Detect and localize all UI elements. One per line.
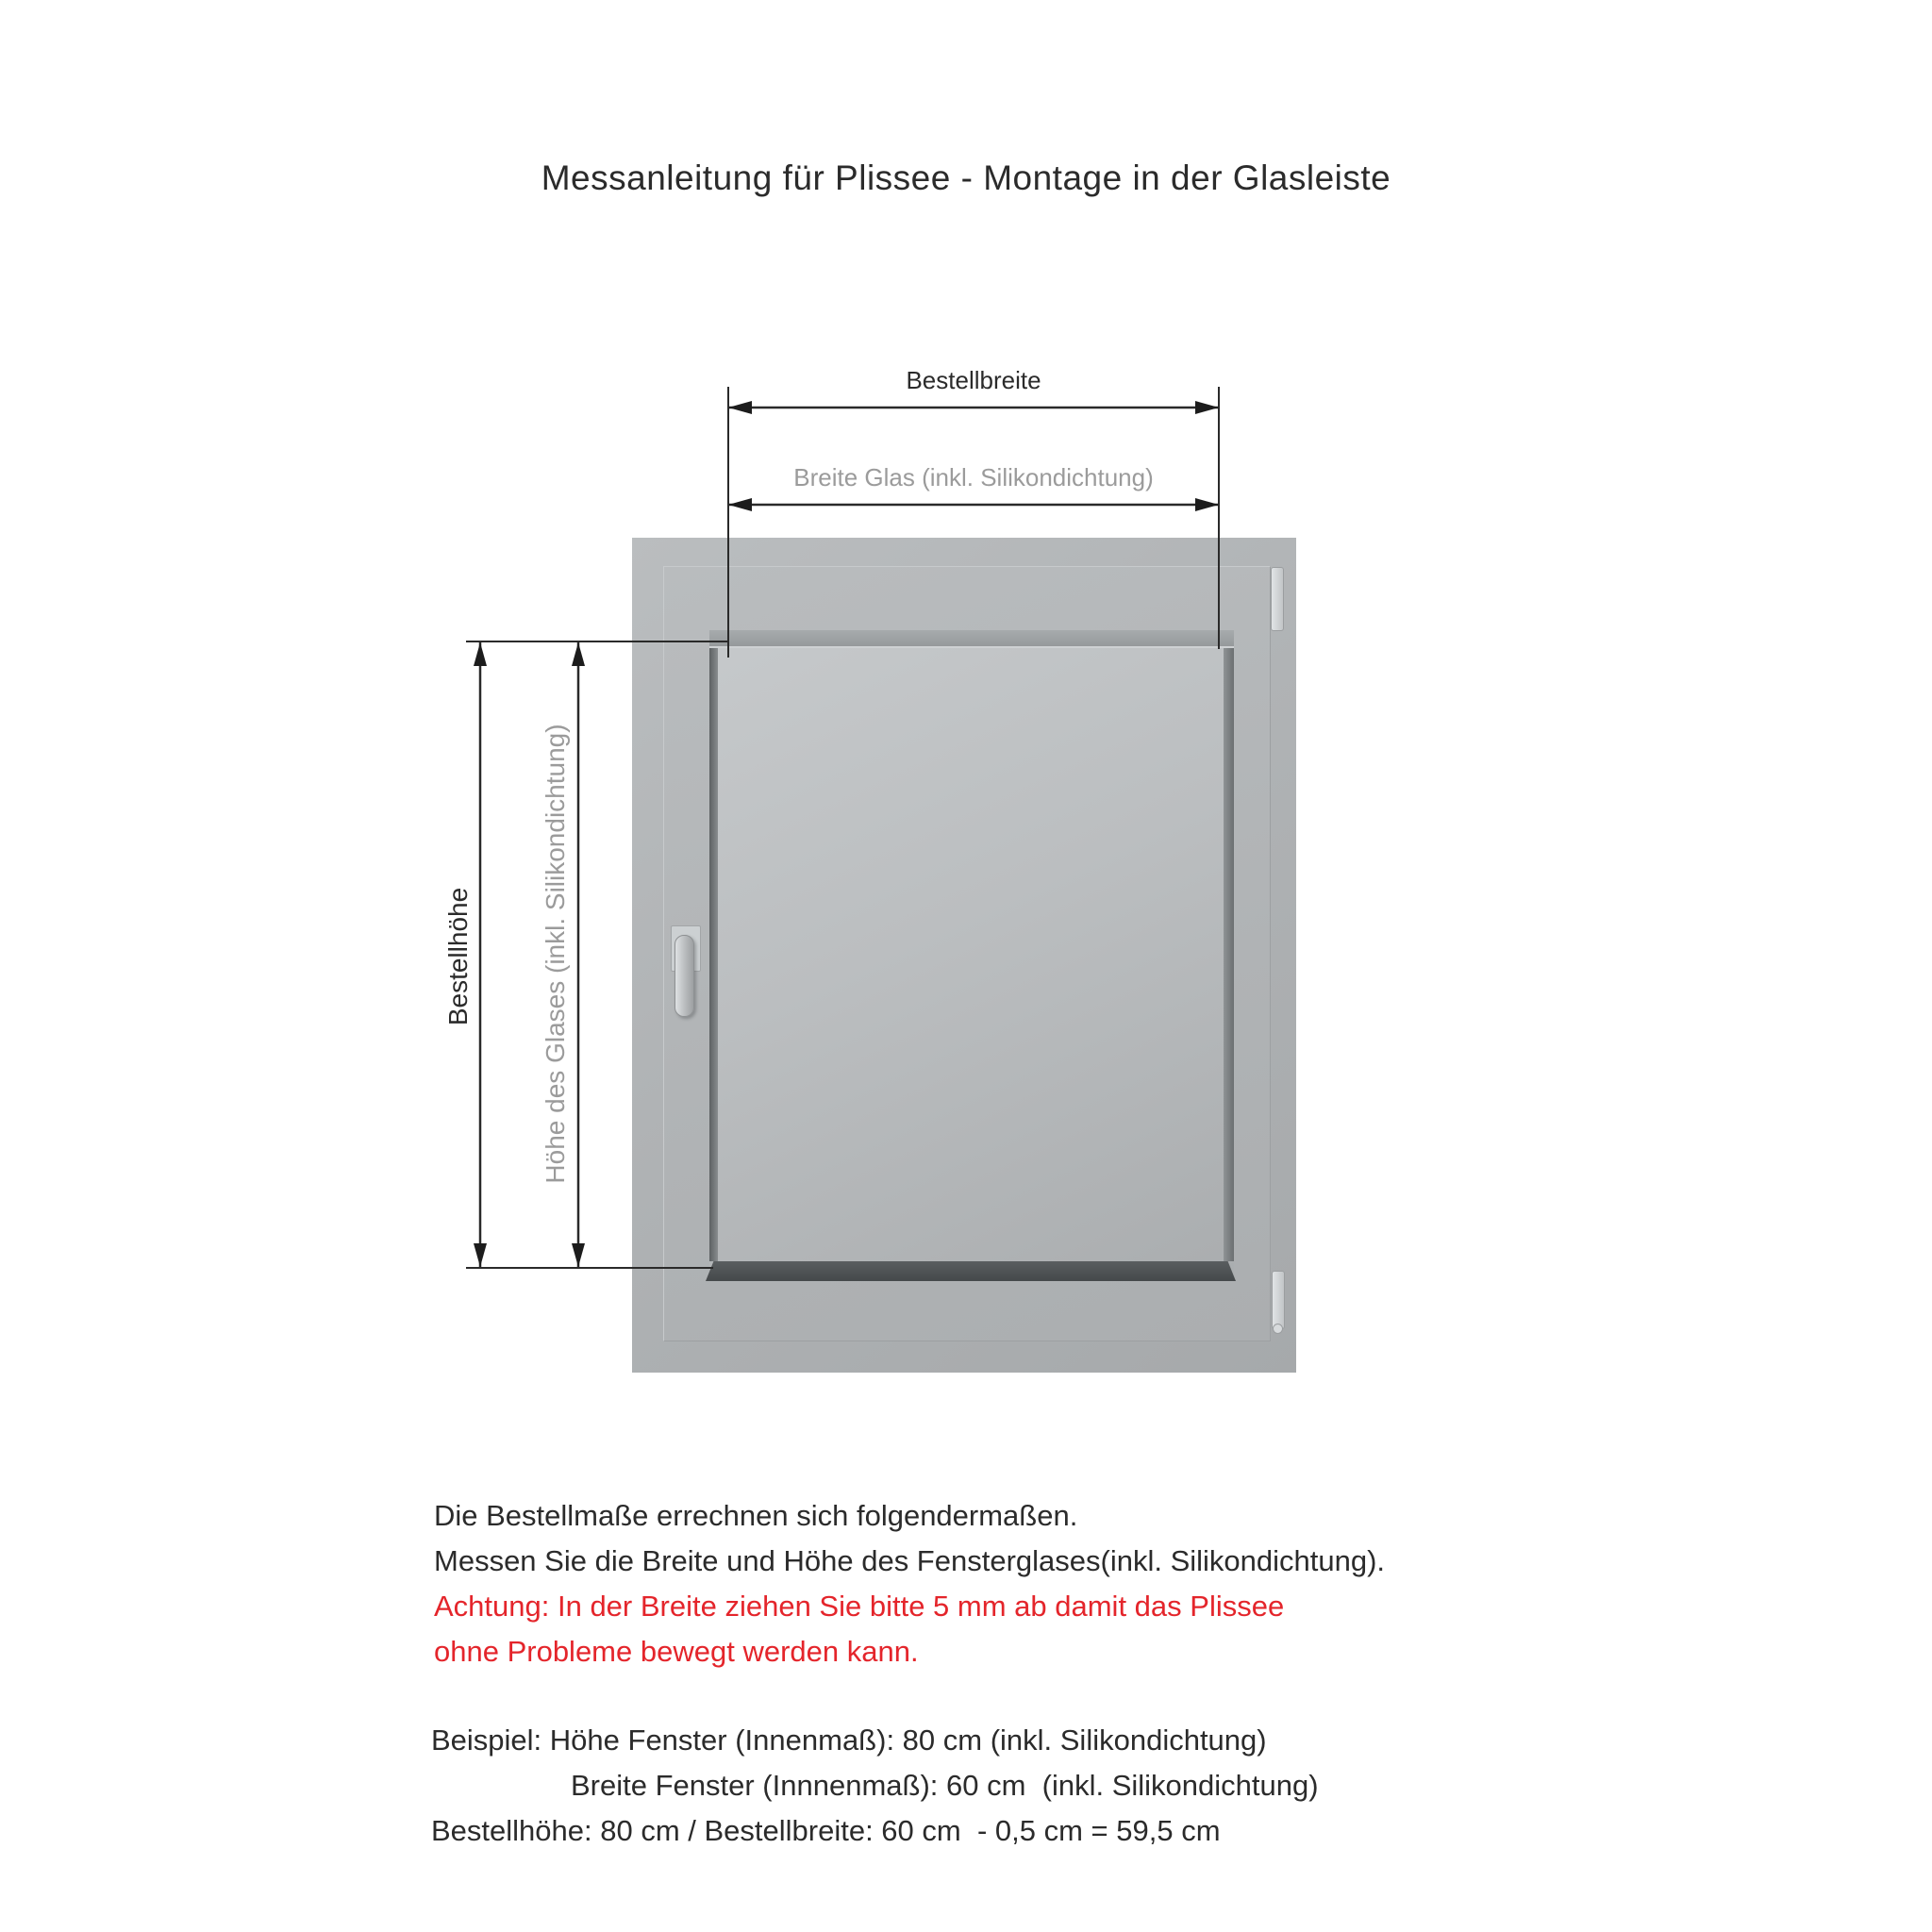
glazing-bead-right <box>1224 648 1234 1261</box>
label-order-width: Bestellbreite <box>906 366 1041 394</box>
hinge-pin-icon <box>1273 1324 1283 1334</box>
example-block <box>431 1718 1319 1854</box>
warning-line-1: Achtung: In der Breite ziehen Sie bitte 5 mm ab damit das Plissee <box>434 1590 1285 1623</box>
glazing-bead-bottom <box>706 1261 1236 1281</box>
label-glass-height: Höhe des Glases (inkl. Silikondichtung) <box>541 724 570 1184</box>
window-handle-icon <box>675 935 694 1017</box>
example-line-2: Breite Fenster (Innnenmaß): 60 cm (inkl. Silikondichtung) <box>571 1769 1319 1802</box>
instruction-line-2: Messen Sie die Breite und Höhe des Fensterglases(inkl. Silikondichtung). <box>434 1544 1386 1577</box>
glazing-bead-left <box>709 648 718 1261</box>
warning-line-2: ohne Probleme bewegt werden kann. <box>434 1635 919 1668</box>
instructions-block <box>434 1493 1385 1674</box>
page-title: Messanleitung für Plissee - Montage in der Glasleiste <box>541 158 1391 197</box>
hinge-bottom-icon <box>1272 1271 1285 1329</box>
hinge-top-icon <box>1271 567 1284 631</box>
glazing-bead-top <box>709 630 1234 648</box>
example-line-3: Bestellhöhe: 80 cm / Bestellbreite: 60 cm - 0,5 cm = 59,5 cm <box>431 1814 1221 1847</box>
instruction-line-1: Die Bestellmaße errechnen sich folgendermaßen. <box>434 1499 1078 1532</box>
window-glass <box>709 630 1234 1281</box>
label-glass-width: Breite Glas (inkl. Silikondichtung) <box>793 463 1154 491</box>
label-order-height: Bestellhöhe <box>443 887 473 1026</box>
example-line-1: Beispiel: Höhe Fenster (Innenmaß): 80 cm (inkl. Silikondichtung) <box>431 1724 1267 1757</box>
